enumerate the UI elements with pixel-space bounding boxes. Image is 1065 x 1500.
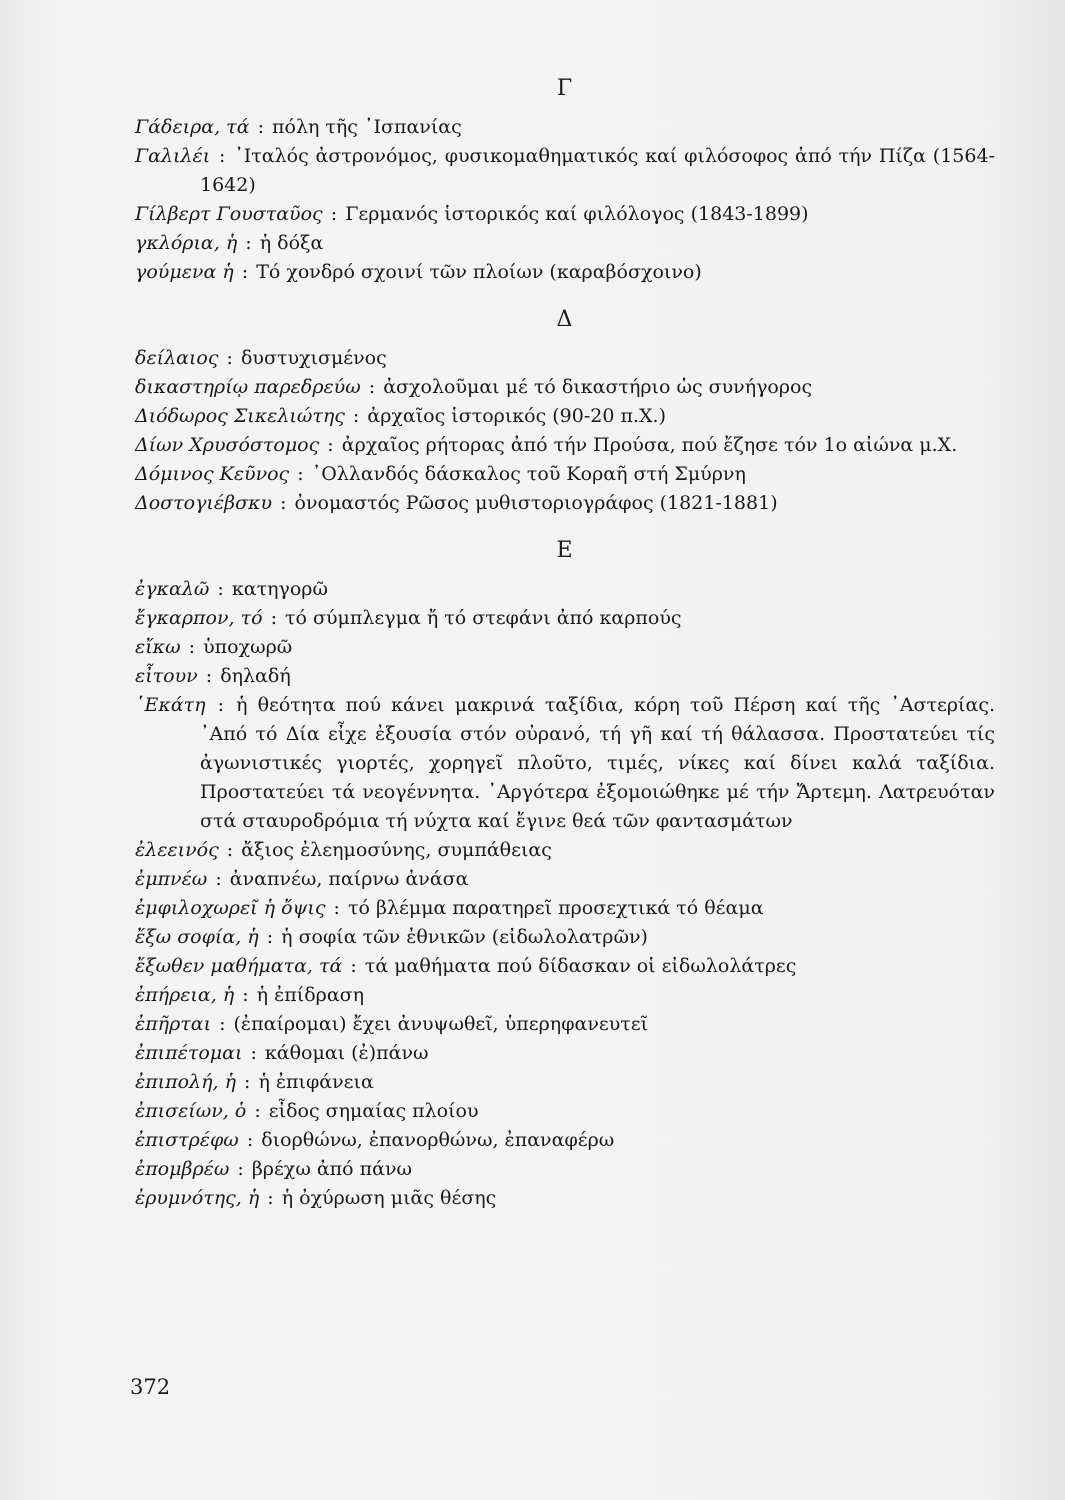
glossary-entry — [135, 402, 995, 431]
entry-separator: : — [291, 463, 310, 485]
entry-separator: : — [211, 578, 230, 600]
entry-separator: : — [236, 984, 255, 1006]
entry-separator: : — [261, 1187, 280, 1209]
entry-definition: ἡ δόξα — [259, 232, 324, 254]
entry-term: δείλαιος — [135, 347, 219, 369]
glossary-entry — [135, 258, 995, 287]
entry-separator: : — [327, 897, 346, 919]
glossary-entry — [135, 229, 995, 258]
entry-definition: δυστυχισμένος — [240, 347, 387, 369]
glossary-entry — [135, 981, 995, 1010]
entry-definition: βρέχω ἀπό πάνω — [251, 1158, 413, 1180]
entry-definition: δηλαδή — [220, 665, 291, 687]
glossary-section — [135, 76, 995, 287]
entry-term: γούμενα ἡ — [135, 261, 234, 283]
section-letter-heading: Δ — [556, 307, 574, 332]
entry-term: Γαλιλέι — [135, 145, 211, 167]
entry-term: ἔξω σοφία, ἡ — [135, 926, 259, 948]
entry-separator: : — [324, 203, 344, 225]
glossary-entry — [135, 1184, 995, 1213]
entry-separator: : — [240, 1129, 260, 1151]
entry-definition: ἡ ἐπιφάνεια — [258, 1071, 374, 1093]
entry-definition: τό βλέμμα παρατηρεῖ προσεχτικά τό θέαμα — [347, 897, 764, 919]
entry-definition: ἄξιος ἐλεημοσύνης, συμπάθειας — [241, 839, 552, 861]
entry-definition: Γερμανός ἱστορικός καί φιλόλογος (1843-1899) — [345, 203, 809, 225]
entry-term: Δοστογιέβσκυ — [135, 492, 273, 514]
entry-separator: : — [260, 926, 280, 948]
glossary-entry — [135, 633, 995, 662]
entry-term: γκλόρια, ἡ — [135, 232, 238, 254]
glossary-entry — [135, 691, 995, 836]
section-letter-heading: Γ — [556, 76, 574, 101]
entry-definition: εἶδος σημαίας πλοίου — [268, 1100, 479, 1122]
glossary-entry — [135, 894, 995, 923]
glossary-entry — [135, 431, 995, 460]
glossary-content — [135, 76, 995, 1233]
entry-separator: : — [321, 434, 340, 456]
entry-term: Δόμινος Κεῦνος — [135, 463, 290, 485]
entry-separator: : — [213, 1013, 232, 1035]
entry-definition: ᾿Ολλανδός δάσκαλος τοῦ Κοραῆ στή Σμύρνη — [311, 463, 746, 485]
entry-separator: : — [231, 1158, 250, 1180]
glossary-entry — [135, 1126, 995, 1155]
entry-term: ἐπιπολή, ἡ — [135, 1071, 236, 1093]
entry-separator: : — [344, 955, 363, 977]
entry-term: ἐπιπέτομαι — [135, 1042, 243, 1064]
entry-term: ἐμπνέω — [135, 868, 208, 890]
entry-definition: ἡ ὀχύρωση μιᾶς θέσης — [281, 1187, 497, 1209]
glossary-entry — [135, 836, 995, 865]
glossary-entry — [135, 373, 995, 402]
entry-definition: ᾿Ιταλός ἀστρονόμος, φυσικομαθηματικός καί φιλόσοφος ἀπό τήν Πίζα (1564-1642) — [200, 145, 995, 196]
entry-term: ῾Εκάτη — [135, 694, 206, 716]
entry-separator: : — [182, 636, 202, 658]
entry-separator: : — [209, 868, 228, 890]
entry-separator: : — [220, 347, 239, 369]
entry-definition: τά μαθήματα πού δίδασκαν οἱ εἰδωλολάτρες — [364, 955, 797, 977]
entry-definition: τό σύμπλεγμα ἤ τό στεφάνι ἀπό καρπούς — [285, 607, 682, 629]
entry-definition: ἡ ἐπίδραση — [256, 984, 365, 1006]
entry-definition: ἀρχαῖος ρήτορας ἀπό τήν Προύσα, πού ἔζησε τόν 1ο αἰώνα μ.Χ. — [341, 434, 958, 456]
glossary-entry — [135, 1068, 995, 1097]
glossary-entry — [135, 460, 995, 489]
entry-separator: : — [237, 1071, 257, 1093]
glossary-entry — [135, 952, 995, 981]
entry-term: ἐγκαλῶ — [135, 578, 210, 600]
glossary-entry — [135, 142, 995, 200]
entry-term: εἴκω — [135, 636, 181, 658]
entry-separator: : — [207, 694, 235, 716]
entry-separator: : — [220, 839, 240, 861]
entry-separator: : — [199, 665, 219, 687]
entry-separator: : — [244, 1042, 263, 1064]
glossary-entry — [135, 489, 995, 518]
glossary-entry — [135, 604, 995, 633]
entry-term: Δίων Χρυσόστομος — [135, 434, 320, 456]
section-letter-heading: Ε — [556, 538, 574, 563]
entry-definition: ἡ θεότητα πού κάνει μακρινά ταξίδια, κόρη τοῦ Πέρση καί τῆς ᾿Αστερίας. ᾿Από τό Δία εἶχε ἐξουσία στόν οὐρανό, τή γῆ καί τή θάλασσα. Προστατεύει τίς ἀγωνιστικές γιορτές, χορηγεῖ πλοῦτο, τιμές, νίκες καί δίνει καλά ταξίδια. Προστατεύει τά νεογέννητα. ᾿Αργότερα ἐξομοιώθηκε μέ τήν Ἄρτεμη. Λατρευόταν στά σταυροδρόμια τή νύχτα καί ἔγινε θεά τῶν φαντασμάτων — [200, 694, 995, 832]
entry-separator: : — [251, 116, 271, 138]
entry-term: ἐπομβρέω — [135, 1158, 230, 1180]
page-number: 372 — [130, 1375, 171, 1399]
glossary-entry — [135, 1155, 995, 1184]
entry-term: Διόδωρος Σικελιώτης — [135, 405, 345, 427]
entry-term: ἐρυμνότης, ἡ — [135, 1187, 260, 1209]
entry-separator: : — [274, 492, 293, 514]
entry-definition: κατηγορῶ — [231, 578, 328, 600]
glossary-entry — [135, 1097, 995, 1126]
glossary-section — [135, 538, 995, 1213]
entry-definition: ἡ σοφία τῶν ἐθνικῶν (εἰδωλολατρῶν) — [281, 926, 648, 948]
entry-definition: διορθώνω, ἐπανορθώνω, ἐπαναφέρω — [261, 1129, 615, 1151]
entry-term: ἐπήρεια, ἡ — [135, 984, 235, 1006]
entry-definition: (ἐπαίρομαι) ἔχει ἀνυψωθεῖ, ὑπερηφανευτεῖ — [233, 1013, 649, 1035]
entry-definition: Τό χονδρό σχοινί τῶν πλοίων (καραβόσχοινο) — [256, 261, 702, 283]
entry-term: ἔγκαρπον, τό — [135, 607, 263, 629]
entry-separator: : — [239, 232, 258, 254]
glossary-entry — [135, 923, 995, 952]
entry-definition: πόλη τῆς ᾿Ισπανίας — [272, 116, 462, 138]
glossary-entry — [135, 344, 995, 373]
entry-term: Γάδειρα, τά — [135, 116, 250, 138]
entry-term: ἐπισείων, ὁ — [135, 1100, 247, 1122]
glossary-entry — [135, 1039, 995, 1068]
entry-separator: : — [362, 376, 382, 398]
entry-term: εἶτουν — [135, 665, 198, 687]
entry-term: ἔξωθεν μαθήματα, τά — [135, 955, 343, 977]
glossary-entry — [135, 1010, 995, 1039]
entry-definition: ἀναπνέω, παίρνω ἀνάσα — [229, 868, 469, 890]
entry-separator: : — [346, 405, 366, 427]
entry-term: δικαστηρίῳ παρεδρεύω — [135, 376, 361, 398]
glossary-entry — [135, 200, 995, 229]
entry-term: ἐπῆρται — [135, 1013, 212, 1035]
entry-definition: ἀρχαῖος ἱστορικός (90-20 π.Χ.) — [367, 405, 667, 427]
glossary-section — [135, 307, 995, 518]
entry-term: Γίλβερτ Γουσταῦος — [135, 203, 323, 225]
entry-definition: κάθομαι (ἐ)πάνω — [264, 1042, 429, 1064]
entry-definition: ἀσχολοῦμαι μέ τό δικαστήριο ὡς συνήγορος — [383, 376, 813, 398]
entry-term: ἐλεεινός — [135, 839, 219, 861]
entry-separator: : — [235, 261, 255, 283]
entry-term: ἐμφιλοχωρεῖ ἡ ὄψις — [135, 897, 326, 919]
entry-term: ἐπιστρέφω — [135, 1129, 239, 1151]
entry-separator: : — [212, 145, 233, 167]
entry-separator: : — [248, 1100, 267, 1122]
entry-separator: : — [264, 607, 284, 629]
glossary-entry — [135, 865, 995, 894]
glossary-entry — [135, 575, 995, 604]
glossary-entry — [135, 113, 995, 142]
entry-definition: ὑποχωρῶ — [203, 636, 293, 658]
entry-definition: ὀνομαστός Ρῶσος μυθιστοριογράφος (1821-1881) — [294, 492, 778, 514]
glossary-entry — [135, 662, 995, 691]
